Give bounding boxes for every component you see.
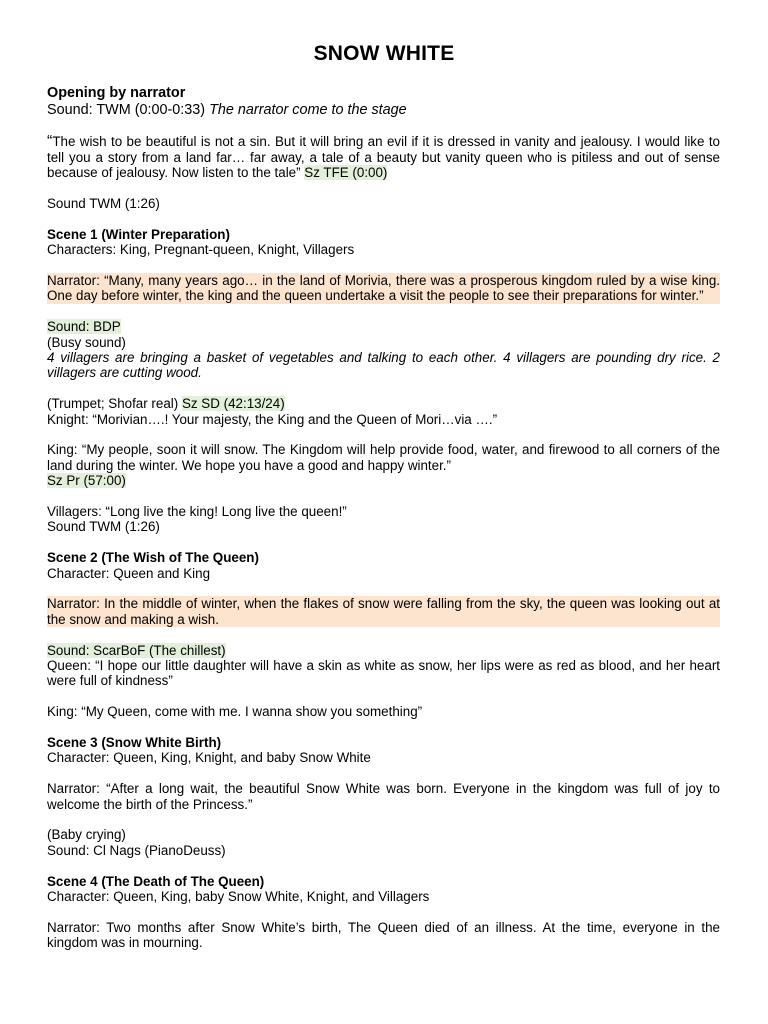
scene1-stage-direction: 4 villagers are bringing a basket of vegetables and talking to each other. 4 villagers are pounding dry rice. 2 villagers are cutting wood. [47,350,720,381]
opening-sound-prefix: Sound: TWM (0:00-0:33) [47,102,210,118]
script-body [47,85,720,951]
scene2-queen: Queen: “I hope our little daughter will have a skin as white as snow, her lips were as red as blood, and her heart were full of kindness” [47,658,720,689]
scene1-characters: Characters: King, Pregnant-queen, Knight, Villagers [47,242,355,258]
scene3-sound: Sound: Cl Nags (PianoDeuss) [47,842,226,858]
opening-sound-after: Sound TWM (1:26) [47,196,160,211]
scene2-heading: Scene 2 (The Wish of The Queen) [47,550,259,566]
scene1-king-cue-line [47,473,720,488]
opening-quote-text: The wish to be beautiful is not a sin. But it will bring an evil if it is dressed in vanity and jealousy. I would like to tell you a story from a land far… far away, a tale of a beauty but vanity queen who is pitiless and out of sense because of jealousy. Now listen to the tale” [47,134,720,181]
scene3-narrator: Narrator: “After a long wait, the beautiful Snow White was born. Everyone in the kingdom was full of joy to welcome the birth of the Princess.” [47,781,720,812]
scene2-narrator: Narrator: In the middle of winter, when the flakes of snow were falling from the sky, the queen was looking out at the snow and making a wish. [47,596,720,627]
scene2-sound-cue: Sound: ScarBoF (The chillest) [47,642,226,658]
scene2-characters: Character: Queen and King [47,565,211,581]
scene1-king: King: “My people, soon it will snow. The Kingdom will help provide food, water, and firewood to all corners of the land during the winter. We hope you have a good and happy winter.” [47,442,720,473]
scene4-narrator: Narrator: Two months after Snow White’s birth, The Queen died of an illness. At the time, everyone in the kingdom was in mourning. [47,919,720,951]
opening-quote [47,134,720,180]
scene4-characters: Character: Queen, King, baby Snow White, Knight, and Villagers [47,889,430,905]
opening-sound-note: The narrator come to the stage [209,102,407,118]
scene1-trumpet-line [47,396,720,411]
scene2-sound-line [47,643,720,658]
scene1-villagers: Villagers: “Long live the king! Long live the queen!” [47,504,347,520]
scene1-busy: (Busy sound) [47,334,126,350]
scene1-sound-line [47,319,720,334]
scene1-sound-end: Sound TWM (1:26) [47,519,160,535]
scene1-narrator: Narrator: “Many, many years ago… in the land of Morivia, there was a prosperous kingdom ruled by a wise king. One day before winter, the king and the queen undertake a visit the people to see their preparations for winter.” [47,273,720,304]
scene3-baby: (Baby crying) [47,827,126,843]
scene1-king-cue: Sz Pr (57:00) [47,473,126,489]
scene3-characters: Character: Queen, King, Knight, and baby Snow White [47,750,371,766]
scene2-king: King: “My Queen, come with me. I wanna show you something” [47,704,423,720]
opening-quote-cue: Sz TFE (0:00) [304,165,388,181]
scene4-heading: Scene 4 (The Death of The Queen) [47,873,265,889]
scene1-heading: Scene 1 (Winter Preparation) [47,226,230,242]
opening-quote-mark: “ [47,133,53,151]
scene1-knight: Knight: “Morivian….! Your majesty, the King and the Queen of Mori…via ….” [47,411,498,427]
opening-sound-line [47,102,720,119]
opening-heading: Opening by narrator [47,85,186,101]
scene1-sound-cue: Sound: BDP [47,319,121,335]
scene3-heading: Scene 3 (Snow White Birth) [47,735,222,751]
page-title: SNOW WHITE [313,42,455,65]
scene1-trumpet-prefix: (Trumpet; Shofar real) [47,396,182,412]
scene1-trumpet-cue: Sz SD (42:13/24) [181,396,285,412]
